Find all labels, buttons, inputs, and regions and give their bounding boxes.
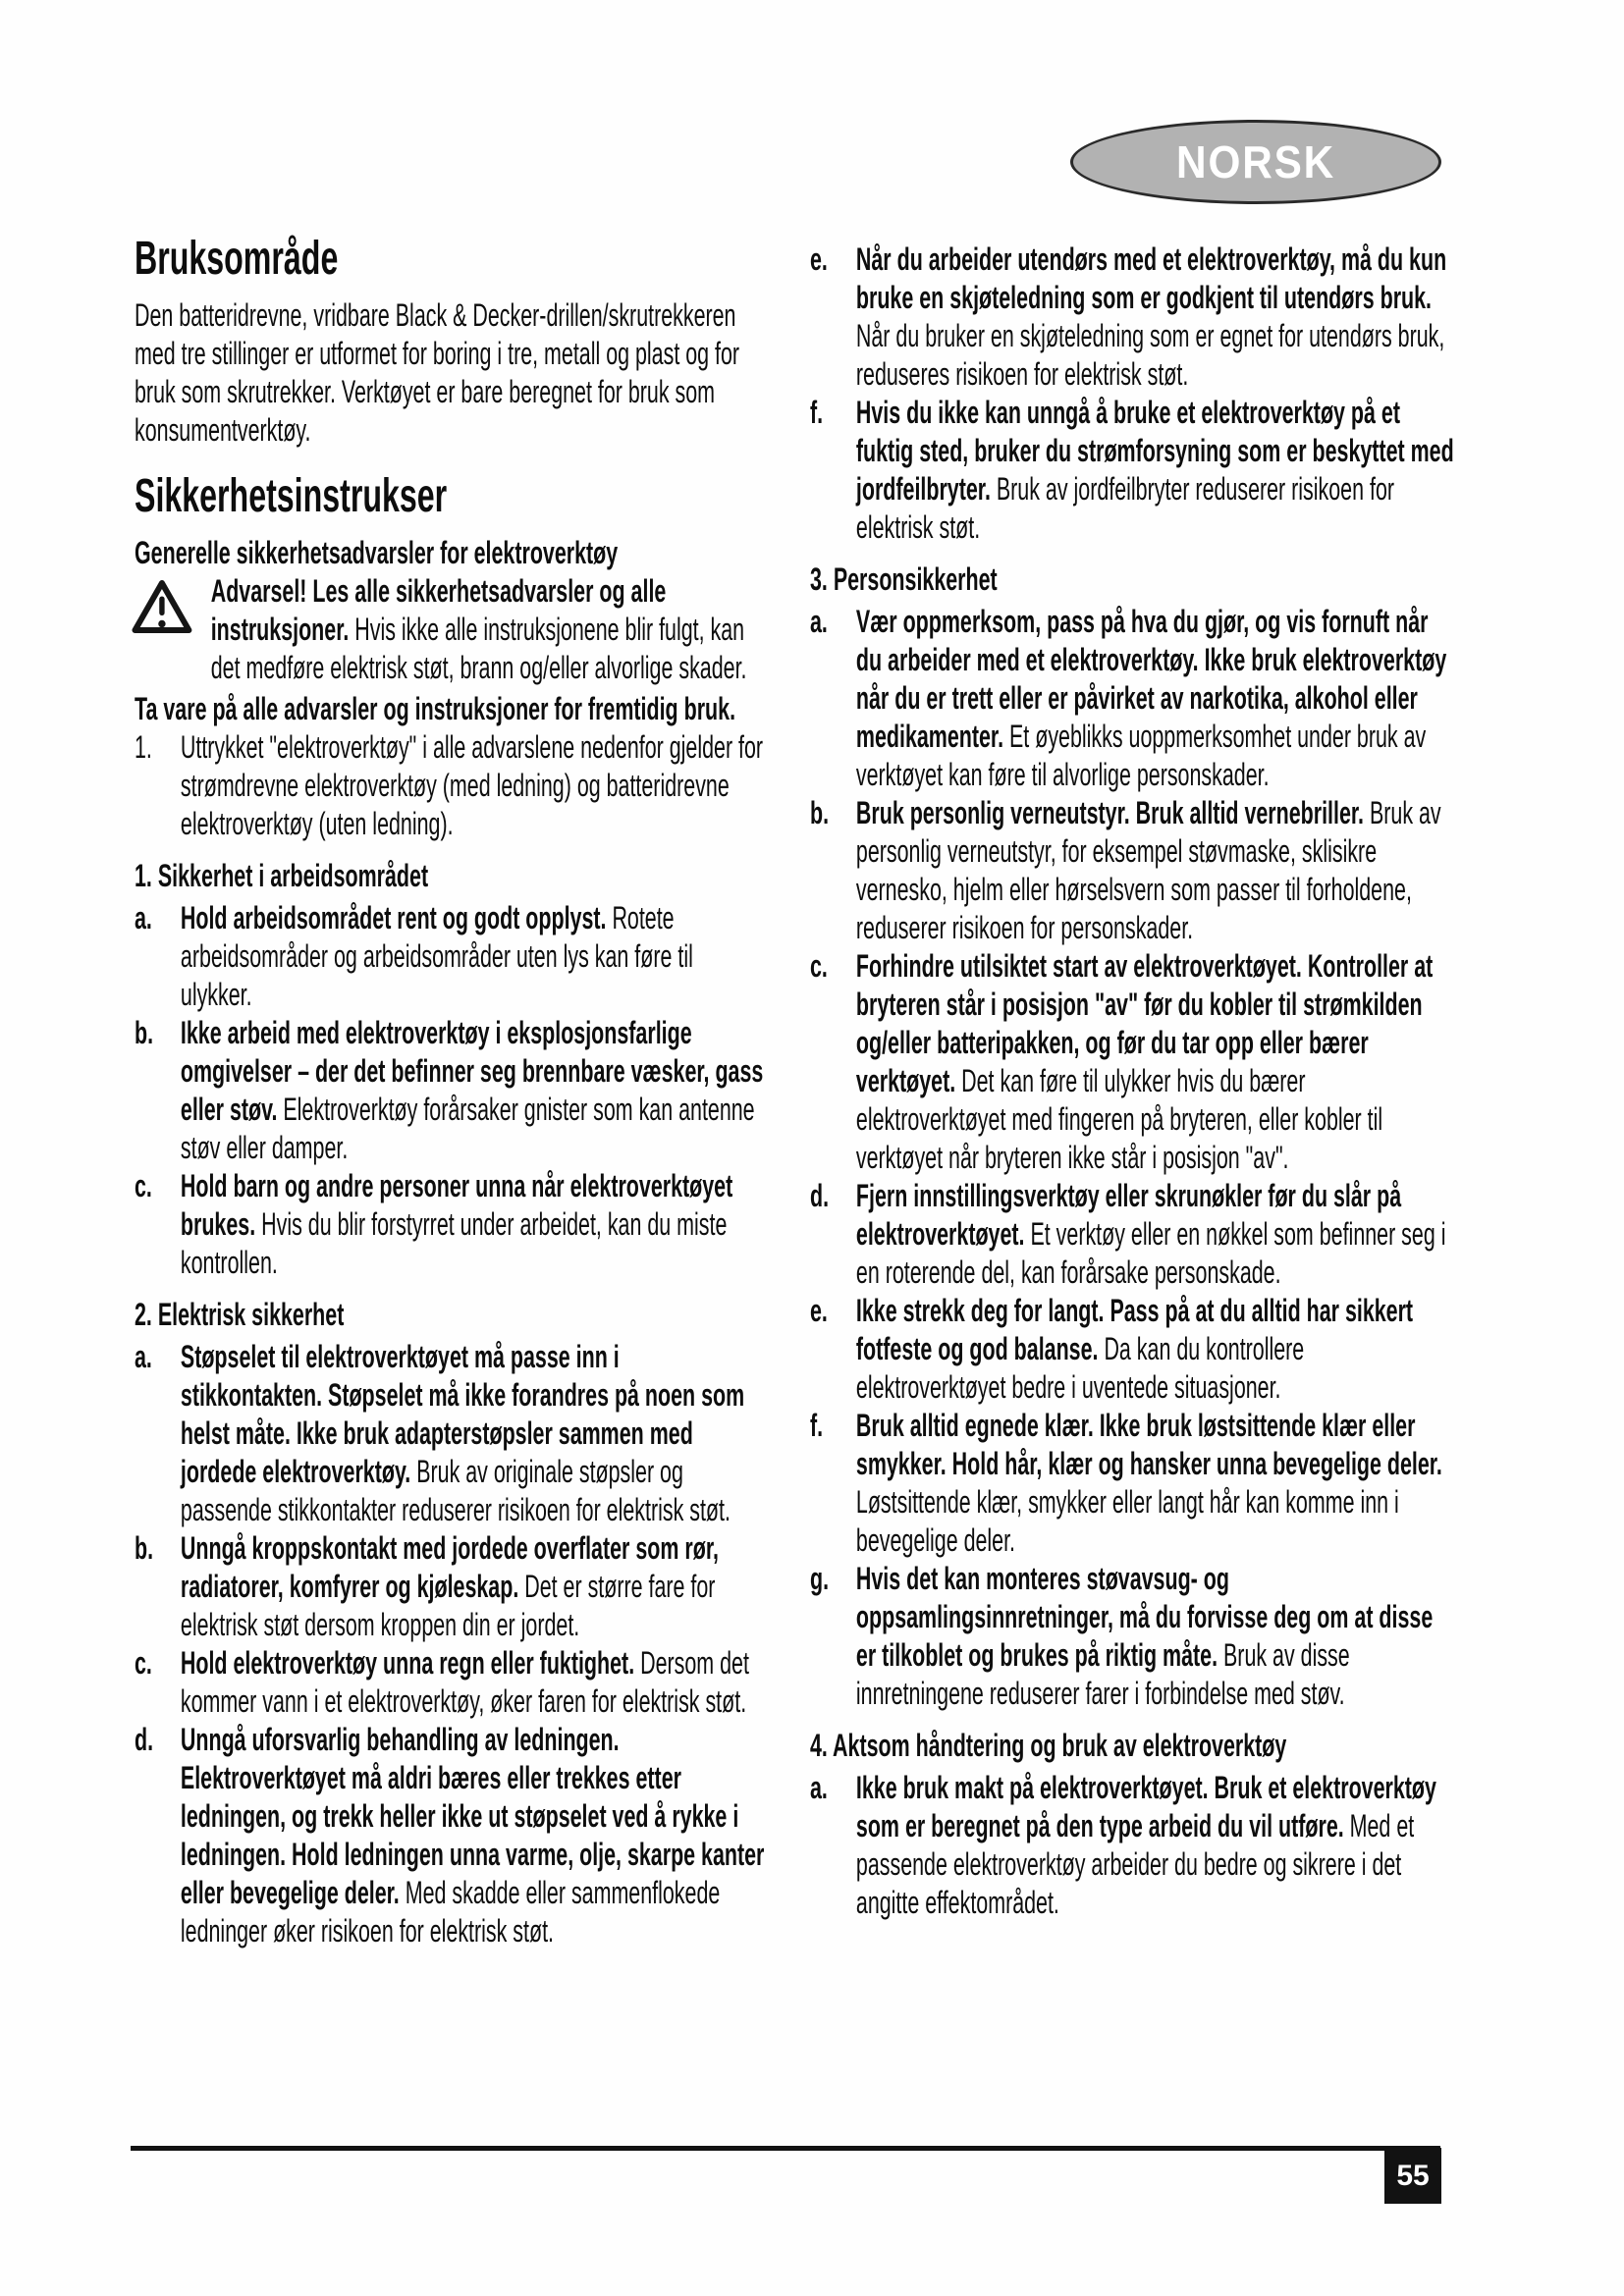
list-item-lead: Forhindre utilsiktet start av elektroverktøyet. Kontroller at bryteren står i posisjon "av" før du kobler til strømkilden og/eller batteripakken, og før du tar opp eller bærer verktøyet.	[855, 948, 1434, 1098]
list-item	[135, 1014, 766, 1167]
subsection-heading: 1. Sikkerhet i arbeidsområdet	[135, 858, 429, 893]
language-badge	[1070, 120, 1441, 204]
list-marker: 1.	[135, 729, 152, 765]
subsection-heading: 3. Personsikkerhet	[810, 561, 998, 597]
list-marker: g.	[810, 1561, 830, 1596]
list-item-text: Det kan føre til ulykker hvis du bærer elektroverktøyet med fingeren på bryteren, eller kobler til verktøyet når bryteren ikke står i posisjon "av".	[855, 1063, 1383, 1175]
list-item-text: Det er større fare for elektrisk støt dersom kroppen din er jordet.	[180, 1569, 716, 1642]
list-item-lead: Hvis det kan monteres støvavsug- og oppsamlingsinnretninger, må du forvisse deg om at disse er tilkoblet og brukes på riktig måte.	[855, 1561, 1434, 1673]
list-item	[135, 1167, 766, 1282]
list-marker: c.	[135, 1168, 152, 1203]
list-item	[810, 947, 1458, 1177]
list-marker: a.	[135, 900, 152, 935]
list-marker: c.	[135, 1645, 152, 1681]
warning-text: Hvis ikke alle instruksjonene blir fulgt, kan det medføre elektrisk støt, brann og/eller alvorlige skader.	[210, 612, 747, 685]
list-item	[810, 1407, 1458, 1560]
list-item-lead: Når du arbeider utendørs med et elektroverktøy, må du kun bruke en skjøteledning som er godkjent til utendørs bruk.	[855, 241, 1447, 315]
list-item-text: Med skadde eller sammenflokede ledninger øker risikoen for elektrisk støt.	[180, 1875, 721, 1949]
list-item-lead: Ikke strekk deg for langt. Pass på at du alltid har sikkert fotfeste og god balanse.	[855, 1293, 1414, 1366]
list-item	[810, 1177, 1458, 1292]
language-badge-label: NORSK	[1175, 136, 1336, 187]
list-item-text: Et verktøy eller en nøkkel som befinner seg i en roterende del, kan forårsake personskade.	[855, 1216, 1446, 1290]
list-marker: b.	[810, 795, 830, 830]
list-item	[810, 240, 1458, 394]
list-item-lead: Støpselet til elektroverktøyet må passe inn i stikkontakten. Støpselet må ikke forandres på noen som helst måte. Ikke bruk adapterstøpsler sammen med jordede elektroverktøy.	[180, 1339, 745, 1489]
list-item-text: Bruk av personlig verneutstyr, for eksempel støvmaske, sklisikre vernesko, hjelm eller hørselsvern som passer til forholdene, reduserer risikoen for personskader.	[855, 795, 1441, 945]
subsection-heading: Generelle sikkerhetsadvarsler for elektroverktøy	[135, 535, 619, 570]
list-item	[810, 794, 1458, 947]
list-item-lead: Bruk alltid egnede klær. Ikke bruk løstsittende klær eller smykker. Hold hår, klær og hansker unna bevegelige deler.	[855, 1408, 1442, 1481]
list-marker: b.	[135, 1530, 154, 1566]
list-item-text: Dersom det kommer vann i et elektroverktøy, øker faren for elektrisk støt.	[180, 1645, 749, 1719]
list-marker: f.	[810, 395, 824, 430]
list-marker: c.	[810, 948, 828, 984]
list-item-lead: Unngå uforsvarlig behandling av ledningen. Elektroverktøyet må aldri bæres eller trekkes etter ledningen, og trekk heller ikke ut støpselet ved å rykke i ledningen. Hold ledningen unna varme, olje, skarpe kanter eller bevegelige deler.	[180, 1722, 765, 1910]
list-item	[810, 603, 1458, 794]
list-marker: f.	[810, 1408, 824, 1443]
list-item	[810, 1769, 1458, 1922]
list-marker: b.	[135, 1015, 154, 1050]
list-item-text: Elektroverktøy forårsaker gnister som kan antenne støv eller damper.	[180, 1092, 755, 1165]
paragraph-bold: Ta vare på alle advarsler og instruksjoner for fremtidig bruk.	[135, 691, 736, 726]
list-item-lead: Hold arbeidsområdet rent og godt opplyst.	[180, 900, 607, 935]
page-number: 55	[1384, 2148, 1441, 2204]
list-item	[135, 1338, 766, 1529]
footer-rule	[131, 2146, 1440, 2151]
list-item-text: Med et passende elektroverktøy arbeider du bedre og sikrere i det angitte effektområdet.	[855, 1808, 1415, 1920]
list-item-lead: Hold barn og andre personer unna når elektroverktøyet brukes.	[180, 1168, 733, 1242]
list-item-text: Bruk av jordfeilbryter reduserer risikoen for elektrisk støt.	[855, 471, 1395, 545]
list-marker: e.	[810, 241, 828, 277]
list-item-text: Et øyeblikks uoppmerksomhet under bruk av verktøyet kan føre til alvorlige personskader.	[855, 719, 1427, 792]
list-item-lead: Ikke bruk makt på elektroverktøyet. Bruk et elektroverktøy som er beregnet på den type arbeid du vil utføre.	[855, 1770, 1436, 1843]
list-item	[135, 1529, 766, 1644]
list-item-text: Hvis du blir forstyrret under arbeidet, kan du miste kontrollen.	[180, 1206, 728, 1280]
list-item-text: Uttrykket "elektroverktøy" i alle advarslene nedenfor gjelder for strømdrevne elektroverktøy (med ledning) og batteridrevne elektroverktøy (uten ledning).	[180, 729, 764, 841]
list-item-text: Når du bruker en skjøteledning som er egnet for utendørs bruk, reduseres risikoen for elektrisk støt.	[855, 318, 1445, 392]
list-item-text: Bruk av originale støpsler og passende stikkontakter reduserer risikoen for elektrisk støt.	[180, 1454, 731, 1527]
list-item-text: Da kan du kontrollere elektroverktøyet bedre i uventede situasjoner.	[855, 1331, 1305, 1405]
paragraph: Den batteridrevne, vridbare Black & Decker-drillen/​skrutrekkeren med tre stillinger er utformet for boring i tre, metall og plast og for bruk som skrutrekker. Verktøyet er bare beregnet for bruk som konsumentverktøy.	[135, 297, 740, 448]
list-item	[810, 394, 1458, 547]
section-title: Sikkerhetsinstrukser	[135, 470, 448, 522]
list-marker: a.	[135, 1339, 152, 1374]
list-item-lead: Fjern innstillingsverktøy eller skrunøkler før du slår på elektroverktøyet.	[855, 1178, 1402, 1252]
list-item	[810, 1560, 1458, 1713]
list-item	[135, 1644, 766, 1721]
subsection-heading: 4. Aktsom håndtering og bruk av elektroverktøy	[810, 1728, 1287, 1763]
list-item	[810, 1292, 1458, 1407]
list-item-text: Bruk av disse innretningene reduserer farer i forbindelse med støv.	[855, 1637, 1350, 1711]
list-item-lead: Bruk personlig verneutstyr. Bruk alltid vernebriller.	[855, 795, 1365, 830]
warning-triangle-icon	[131, 578, 193, 637]
list-item-lead: Hvis du ikke kan unngå å bruke et elektroverktøy på et fuktig sted, bruker du strømforsyning som er beskyttet med jordfeilbryter.	[855, 395, 1454, 507]
list-item-lead: Vær oppmerksom, pass på hva du gjør, og vis fornuft når du arbeider med et elektroverktøy. Ikke bruk elektroverktøy når du er trett eller er påvirket av narkotika, alkohol eller medikamenter.	[855, 604, 1447, 754]
list-marker: d.	[135, 1722, 154, 1757]
list-item-text: Rotete arbeidsområder og arbeidsområder uten lys kan føre til ulykker.	[180, 900, 693, 1012]
column-left	[135, 234, 766, 1950]
list-item-text: Løstsittende klær, smykker eller langt hår kan komme inn i bevegelige deler.	[855, 1484, 1399, 1558]
column-right	[810, 240, 1458, 1922]
list-marker: d.	[810, 1178, 830, 1213]
list-item	[135, 728, 766, 843]
warning-bold-text: Advarsel! Les alle sikkerhetsadvarsler og alle instruksjoner.	[210, 573, 667, 647]
list-item	[135, 1721, 766, 1950]
list-marker: a.	[810, 604, 828, 639]
list-item-lead: Unngå kroppskontakt med jordede overflater som rør, radiatorer, komfyrer og kjøleskap.	[180, 1530, 719, 1604]
list-item-lead: Hold elektroverktøy unna regn eller fuktighet.	[180, 1645, 635, 1681]
subsection-heading: 2. Elektrisk sikkerhet	[135, 1297, 345, 1332]
list-marker: a.	[810, 1770, 828, 1805]
section-title: Bruksområde	[135, 233, 339, 285]
list-item-lead: Ikke arbeid med elektroverktøy i eksplosjonsfarlige omgivelser – der det befinner seg brennbare væsker, gass eller støv.	[180, 1015, 764, 1127]
list-item	[135, 899, 766, 1014]
list-marker: e.	[810, 1293, 828, 1328]
warning-note	[135, 572, 766, 690]
